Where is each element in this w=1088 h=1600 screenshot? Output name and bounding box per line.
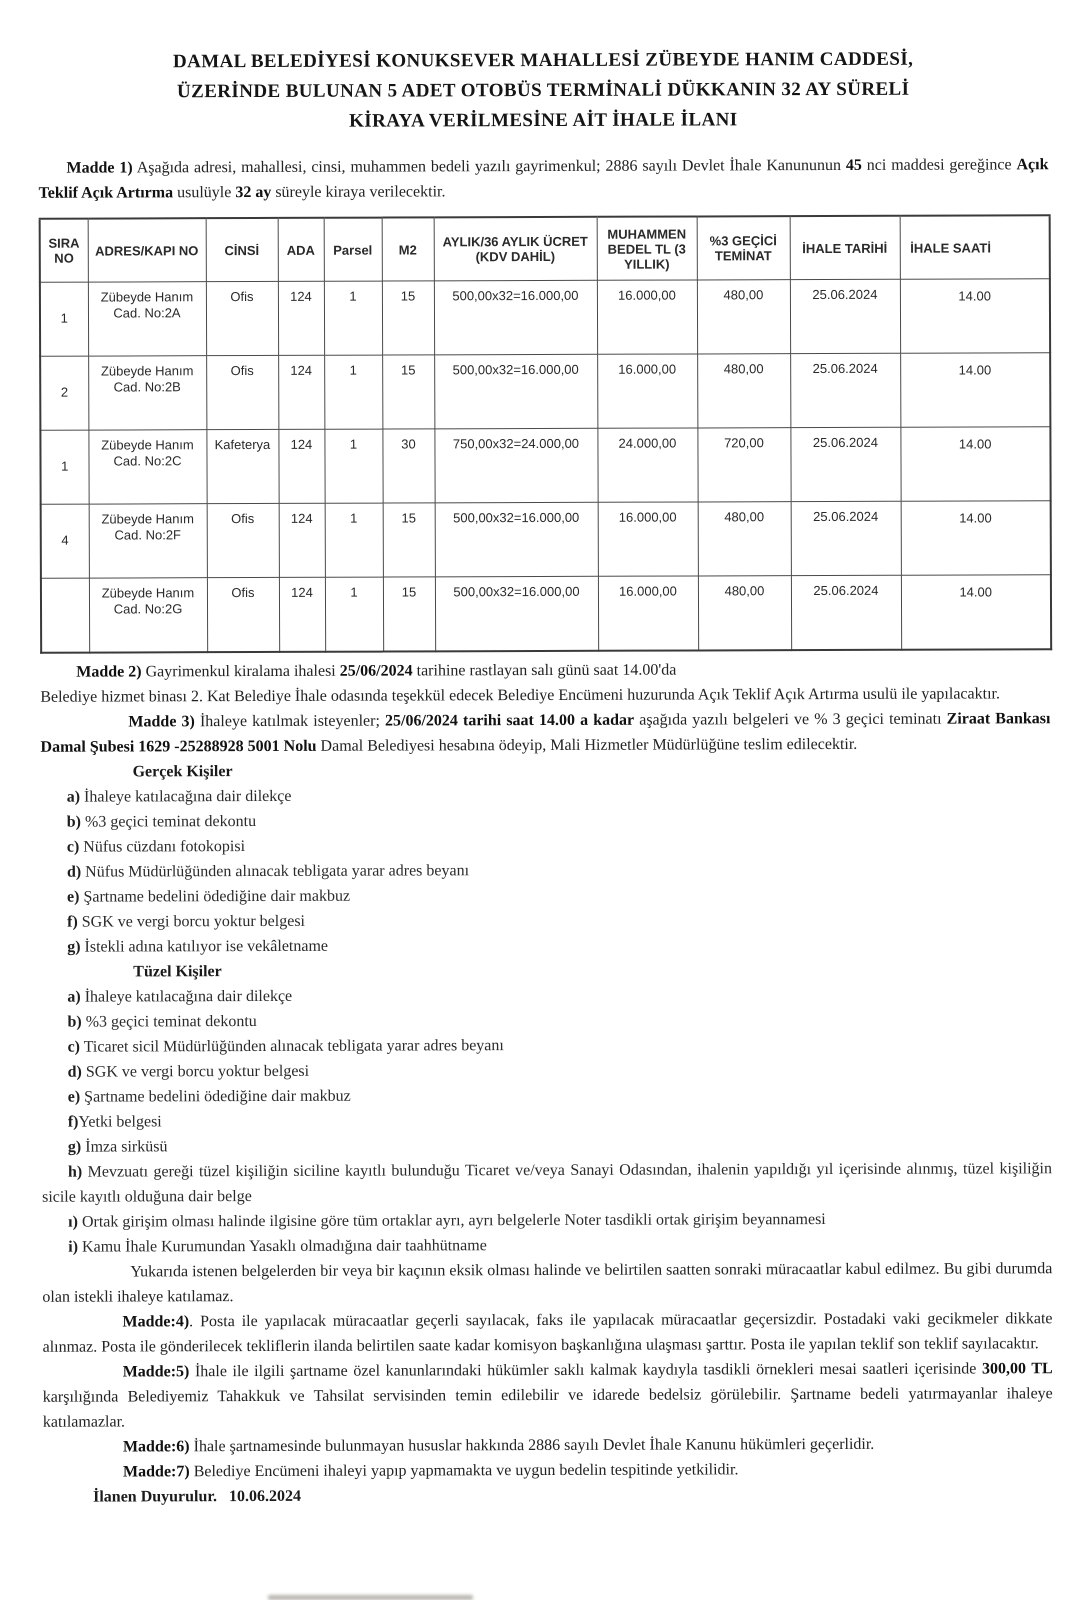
table-cell: 500,00x32=16.000,00 [435, 502, 598, 577]
list-item-text: SGK ve vergi borcu yoktur belgesi [77, 912, 306, 931]
tender-table [39, 214, 1053, 654]
list-item [41, 906, 1051, 935]
madde3-paragraph [40, 706, 1050, 760]
table-cell: 480,00 [697, 354, 790, 428]
table-cell: 14.00 [901, 501, 1051, 576]
list-item-text: Yetki belgesi [78, 1113, 162, 1131]
madde2-continuation: Belediye hizmet binası 2. Kat Belediye İhale odasında teşekkül edecek Belediye Encümeni huzurunda Açık Teklif Açık Artırma usulü ile yapılacaktır. [40, 685, 1000, 706]
text-segment: Açık Teklif Açık Artırma [38, 156, 1049, 202]
list-item [41, 881, 1051, 910]
table-row [41, 575, 1051, 653]
column-header: ADA [278, 218, 324, 282]
text-segment: İhale ile ilgili şartname özel kanunlarındaki hükümler saklı kalmak kaydıyla tasdikli örnekleri mesai saatleri içerisinde [189, 1360, 983, 1381]
table-cell: 124 [278, 355, 324, 429]
list-item-label: ı) [68, 1213, 78, 1231]
list-item-text: İstekli adına katılıyor ise vekâletname [80, 937, 329, 956]
table-cell: 15 [383, 577, 435, 652]
table-cell: 480,00 [698, 576, 791, 651]
list-item [42, 1081, 1052, 1110]
table-cell: 16.000,00 [598, 502, 698, 576]
table-cell: 14.00 [901, 575, 1051, 650]
text-segment: . Posta ile yapılacak müracaatlar geçerli sayılacak, faks ile yapılacak müracaatlar geçersizdir. Postadaki vaki gecikmeler dikkate alınmaz. Posta ile gönderilecek tekliflerin ilanda belirtilen saate kadar komisyon başkanlığına ulaşması şarttır. Posta ile yapılan teklif son teklif sayılacaktır. [42, 1310, 1053, 1356]
title-line-3: KİRAYA VERİLMESİNE AİT İHALE İLANI [349, 109, 738, 132]
list-item-text: Şartname bedelini ödediğine dair makbuz [80, 1087, 351, 1106]
table-cell: 1 [40, 430, 88, 504]
list-item-text: %3 geçici teminat dekontu [80, 813, 257, 831]
list-item [42, 1231, 1052, 1260]
table-cell: 124 [278, 429, 324, 503]
table-cell: 14.00 [900, 279, 1050, 354]
table-cell: 16.000,00 [597, 280, 697, 354]
list-item [41, 1006, 1051, 1035]
list-item-label: f) [67, 913, 78, 931]
table-cell: 15 [382, 355, 434, 429]
title-line-1: DAMAL BELEDİYESİ KONUKSEVER MAHALLESİ ZÜBEYDE HANIM CADDESİ, [172, 48, 914, 73]
table-cell: 15 [383, 503, 435, 577]
list-item-text: İhaleye katılacağına dair dilekçe [80, 987, 293, 1006]
list-item-label: c) [67, 1038, 81, 1056]
madde4-paragraph [42, 1306, 1052, 1360]
ilanen-duyurulur-line: İlanen Duyurulur. 10.06.2024 [93, 1487, 302, 1506]
table-cell: 480,00 [698, 502, 791, 576]
text-segment: Gayrimenkul kiralama ihalesi [141, 662, 340, 681]
list-item-label: h) [67, 1163, 83, 1181]
list-item-text: Mevzuatı gereği tüzel kişiliğin siciline kayıtlı bulunduğu Ticaret ve/veya Sanayi Odasından, ihalenin yapıldığı yıl içerisinde alınmış, tüzel kişiliğin sicile kayıtlı olduğuna dair belge [42, 1160, 1053, 1206]
table-cell: 30 [382, 429, 434, 503]
list-item-label: a) [67, 988, 81, 1006]
table-cell: 1 [324, 355, 382, 429]
table-cell: 16.000,00 [597, 354, 697, 428]
list-item [41, 856, 1051, 885]
table-cell: 480,00 [697, 280, 790, 354]
list-item-text: Ticaret sicil Müdürlüğünden alınacak tebligata yarar adres beyanı [79, 1037, 504, 1056]
yukarida-paragraph: Yukarıda istenen belgelerden bir veya bir kaçının eksik olması halinde ve belirtilen saatten sonraki müracaatlar kabul edilmez. Bu gibi durumda olan istekli ihaleye katılamaz. [42, 1260, 1053, 1306]
document-title [48, 44, 1038, 137]
table-row [40, 279, 1050, 357]
list-item [41, 931, 1051, 960]
table-header-row [40, 215, 1050, 282]
tuzel-kisiler-list [41, 981, 1052, 1260]
madde6-paragraph [43, 1431, 1053, 1460]
list-item [42, 1156, 1052, 1210]
list-item [42, 1106, 1052, 1135]
text-segment: 45 [845, 156, 862, 174]
gercek-kisiler-list [41, 781, 1052, 960]
list-item-text: Nüfus cüzdanı fotokopisi [79, 838, 246, 856]
table-row [41, 501, 1051, 579]
list-item [41, 781, 1051, 810]
text-segment: İhaleye katılmak isteyenler; [194, 712, 386, 731]
list-item-label: e) [67, 1088, 81, 1106]
list-item-text: Nüfus Müdürlüğünden alınacak tebligata yarar adres beyanı [81, 862, 470, 881]
list-item-label: i) [68, 1238, 79, 1256]
table-cell: 500,00x32=16.000,00 [434, 354, 597, 429]
list-item [42, 1056, 1052, 1085]
table-cell: Zübeyde Hanım Cad. No:2A [88, 282, 206, 356]
table-cell: 500,00x32=16.000,00 [434, 280, 597, 355]
text-segment: karşılığında Belediyemiz Tahakkuk ve Tahsilat servisinden temin edilebilir ve idarede bedelsiz görülebilir. Şartname bedeli yatırmayanlar ihaleye katılamazlar. [42, 1385, 1053, 1431]
column-header: AYLIK/36 AYLIK ÜCRET (KDV DAHİL) [434, 217, 597, 281]
list-item-label: b) [66, 813, 82, 831]
column-header: M2 [382, 217, 434, 281]
table-cell: 4 [41, 504, 89, 578]
table-row [40, 427, 1050, 505]
text-segment: Madde:4) [122, 1313, 190, 1331]
text-segment: Madde:7) [123, 1463, 190, 1481]
list-item-text: Şartname bedelini ödediğine dair makbuz [79, 887, 351, 906]
text-segment: Madde:5) [122, 1363, 190, 1381]
table-cell: Ofis [206, 355, 278, 429]
list-item-text: İhaleye katılacağına dair dilekçe [79, 787, 292, 806]
table-cell: 1 [325, 577, 383, 652]
table-cell: 25.06.2024 [790, 427, 900, 501]
list-item-label: e) [66, 888, 80, 906]
table-cell: 25.06.2024 [791, 501, 901, 575]
table-cell: Ofis [206, 281, 278, 355]
text-segment: süreyle kiraya verilecektir. [271, 183, 446, 201]
table-cell: 14.00 [900, 427, 1050, 502]
table-cell: Zübeyde Hanım Cad. No:2B [88, 356, 206, 430]
list-item-label: c) [66, 838, 80, 856]
list-item-label: d) [67, 1063, 82, 1081]
list-item-label: d) [66, 863, 82, 881]
table-cell: 1 [40, 282, 88, 356]
scan-artifact-smudge [268, 1595, 473, 1600]
table-cell: 25.06.2024 [790, 279, 900, 353]
column-header: İHALE SAATİ [900, 215, 1050, 279]
table-cell: 500,00x32=16.000,00 [435, 576, 598, 651]
list-item-label: g) [67, 1138, 82, 1156]
column-header: ADRES/KAPI NO [88, 218, 206, 282]
text-segment: tarihine rastlayan salı günü saat 14.00'da [412, 661, 677, 680]
table-cell: 25.06.2024 [790, 353, 900, 427]
list-item [41, 981, 1051, 1010]
column-header: Parsel [324, 218, 382, 282]
text-segment: usulüyle [173, 184, 236, 202]
list-item [42, 1031, 1052, 1060]
list-item [42, 1131, 1052, 1160]
table-cell: Zübeyde Hanım Cad. No:2F [89, 504, 207, 578]
text-segment: 25/06/2024 [339, 662, 413, 680]
gercek-kisiler-header: Gerçek Kişiler [132, 763, 233, 781]
text-segment: Madde 2) [76, 663, 142, 681]
table-cell [41, 578, 89, 653]
list-item [42, 1206, 1052, 1235]
table-cell: 25.06.2024 [791, 575, 901, 650]
list-item-label: g) [67, 938, 81, 956]
table-cell: Ofis [207, 577, 279, 652]
text-segment: Belediye Encümeni ihaleyi yapıp yapmamakta ve uygun bedelin tespitinde yetkilidir. [189, 1461, 739, 1481]
madde5-paragraph [43, 1356, 1053, 1435]
list-item [41, 806, 1051, 835]
column-header: %3 GEÇİCİ TEMİNAT [697, 216, 790, 280]
column-header: İHALE TARİHİ [790, 216, 900, 280]
table-cell: 1 [325, 503, 383, 577]
madde1-paragraph [38, 152, 1048, 206]
list-item-label: a) [66, 788, 81, 806]
list-item-text: İmza sirküsü [81, 1138, 168, 1156]
table-cell: 720,00 [697, 428, 790, 502]
table-row [40, 353, 1050, 431]
list-item-text: Ortak girişim olması halinde ilgisine göre tüm ortaklar ayrı, ayrı belgelerle Noter tasdikli ortak girişim beyannamesi [77, 1211, 826, 1231]
text-segment: 25/06/2024 tarihi saat 14.00 a kadar [384, 711, 635, 730]
column-header: SIRA NO [40, 219, 88, 283]
list-item-label: f) [67, 1113, 79, 1131]
text-segment: Ziraat Bankası Damal Şubesi 1629 -25288928 5001 Nolu [40, 710, 1051, 756]
table-cell: 24.000,00 [597, 428, 697, 502]
table-cell: 16.000,00 [598, 576, 698, 651]
list-item [41, 831, 1051, 860]
title-line-2: ÜZERİNDE BULUNAN 5 ADET OTOBÜS TERMİNALİ DÜKKANIN 32 AY SÜRELİ [176, 78, 910, 103]
table-cell: Zübeyde Hanım Cad. No:2G [89, 578, 207, 653]
text-segment: 300,00 TL [981, 1360, 1053, 1378]
list-item-text: Kamu İhale Kurumundan Yasaklı olmadığına dair taahhütname [77, 1237, 487, 1256]
table-cell: 1 [324, 281, 382, 355]
list-item-text: SGK ve vergi borcu yoktur belgesi [81, 1062, 310, 1081]
text-segment: Aşağıda adresi, mahallesi, cinsi, muhammen bedeli yazılı gayrimenkul; 2886 sayılı Devlet İhale Kanununun [132, 156, 846, 177]
column-header: CİNSİ [206, 218, 278, 282]
table-cell: 750,00x32=24.000,00 [434, 428, 597, 503]
table-cell: 1 [324, 429, 382, 503]
text-segment: Madde 1) [66, 159, 133, 177]
table-cell: Kafeterya [206, 429, 278, 503]
text-segment: İhale şartnamesinde bulunmayan hususlar hakkında 2886 sayılı Devlet İhale Kanunu hükümleri geçerlidir. [189, 1435, 875, 1456]
table-cell: 124 [278, 281, 324, 355]
table-cell: 15 [382, 281, 434, 355]
tuzel-kisiler-header: Tüzel Kişiler [133, 963, 222, 981]
text-segment: Damal Belediyesi hesabına ödeyip, Mali Hizmetler Müdürlüğüne teslim edilecektir. [316, 735, 858, 755]
table-cell: 2 [40, 356, 88, 430]
table-cell: Ofis [207, 503, 279, 577]
table-cell: 124 [279, 577, 325, 652]
madde7-paragraph [43, 1456, 1053, 1485]
text-segment: nci maddesi gereğince [861, 156, 1017, 174]
table-cell: Zübeyde Hanım Cad. No:2C [88, 430, 206, 504]
table-cell: 124 [279, 503, 325, 577]
table-cell: 14.00 [900, 353, 1050, 428]
table-body [40, 279, 1051, 653]
text-segment: 32 ay [235, 183, 272, 202]
header-row [40, 215, 1050, 282]
text-segment: Madde 3) [128, 713, 195, 731]
list-item-text: %3 geçici teminat dekontu [81, 1013, 257, 1031]
text-segment: aşağıda yazılı belgeleri ve % 3 geçici teminatı [634, 710, 947, 729]
madde2-line1 [40, 656, 1050, 685]
column-header: MUHAMMEN BEDEL TL (3 YILLIK) [597, 216, 697, 280]
list-item-label: b) [67, 1013, 82, 1031]
text-segment: Madde:6) [122, 1438, 190, 1456]
